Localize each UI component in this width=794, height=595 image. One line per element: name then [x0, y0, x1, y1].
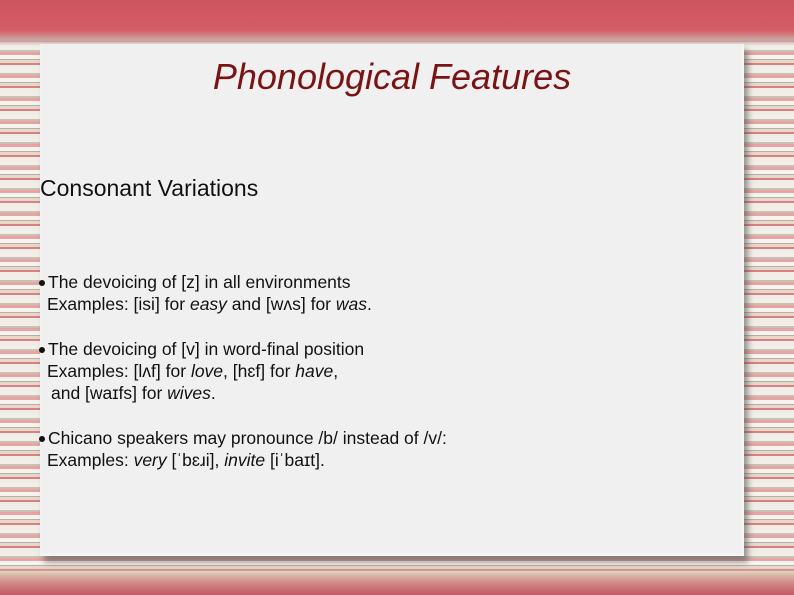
example-text: and [wʌs] for: [226, 294, 336, 314]
bullet-example-line: [40, 360, 364, 382]
slide-panel: [40, 44, 744, 556]
bullet-dot-icon: [39, 280, 45, 286]
example-text: [iˈbaɪt].: [265, 450, 325, 470]
example-text: ,: [333, 361, 339, 381]
example-word: wives: [167, 383, 211, 403]
example-text: , [hɛf] for: [223, 361, 296, 381]
bullet-head-text: The devoicing of [v] in word-final position: [48, 339, 365, 359]
example-word: easy: [189, 294, 227, 314]
section-heading: Consonant Variations: [40, 175, 259, 201]
example-text: Examples: [lʌf] for: [47, 361, 191, 381]
example-text: [ˈbɛɹi],: [166, 450, 225, 470]
example-word: invite: [224, 450, 266, 470]
bullet-example-line: [40, 382, 364, 404]
bullet-example-line: [40, 293, 372, 315]
bullet-item-2: [40, 338, 364, 404]
bullet-head-line: [40, 338, 364, 360]
bullet-head-line: [40, 271, 372, 293]
example-text: Examples:: [47, 450, 134, 470]
bullet-head-text: Chicano speakers may pronounce /b/ instead of /v/:: [48, 428, 447, 448]
example-word: very: [133, 450, 167, 470]
bullet-dot-icon: [39, 436, 45, 442]
bullet-item-1: [40, 271, 372, 315]
example-text: and [waɪfs] for: [51, 383, 168, 403]
slide-title: Phonological Features: [212, 56, 572, 97]
bullet-item-3: [40, 427, 447, 471]
bottom-decoration: [0, 567, 794, 595]
bullet-example-line: [40, 449, 447, 471]
example-text: .: [367, 294, 372, 314]
example-word: was: [335, 294, 367, 314]
example-word: love: [190, 361, 224, 381]
bullet-dot-icon: [39, 347, 45, 353]
example-word: have: [295, 361, 334, 381]
example-text: .: [210, 383, 216, 403]
bullet-head-line: [40, 427, 447, 449]
example-text: Examples: [isi] for: [47, 294, 190, 314]
bullet-head-text: The devoicing of [z] in all environments: [48, 272, 351, 292]
